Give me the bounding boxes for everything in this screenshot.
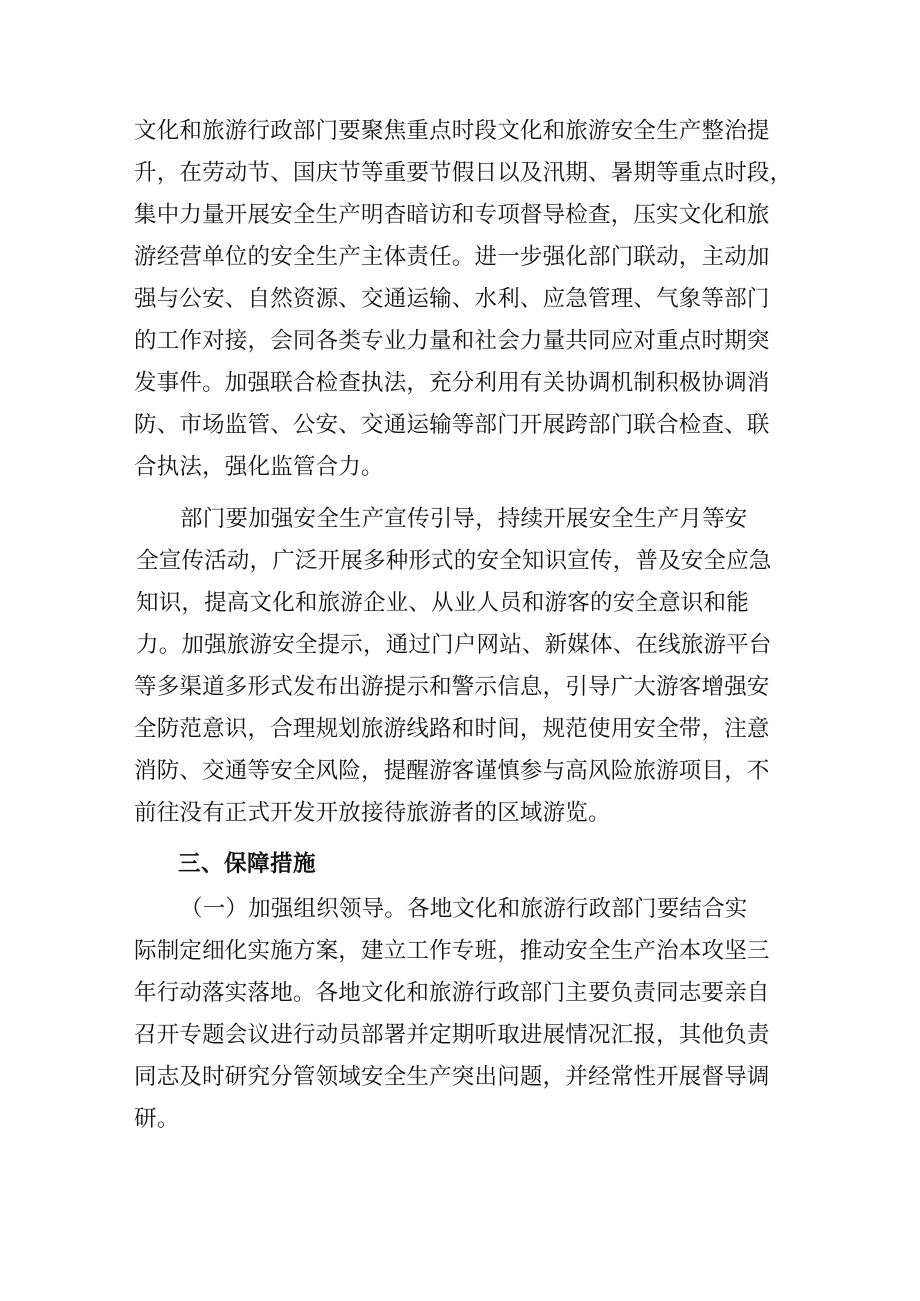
text-line: 升，在劳动节、国庆节等重要节假日以及汛期、暑期等重点时段，: [134, 160, 793, 186]
text-line: 强与公安、自然资源、交通运输、水利、应急管理、气象等部门: [134, 286, 770, 312]
text-line: 际制定细化实施方案，建立工作专班，推动安全生产治本攻坚三: [134, 938, 770, 964]
text-line: 发事件。加强联合检查执法，充分利用有关协调机制积极协调消: [134, 370, 770, 396]
text-line: 年行动落实落地。各地文化和旅游行政部门主要负责同志要亲自: [134, 980, 770, 1006]
section-heading: 三、保障措施: [178, 851, 317, 877]
text-line: 文化和旅游行政部门要聚焦重点时段文化和旅游安全生产整治提: [134, 118, 770, 144]
text-line: 集中力量开展安全生产明杳暗访和专项督导检查，压实文化和旅: [134, 202, 770, 228]
text-line: 力。加强旅游安全提示，通过门户网站、新媒体、在线旅游平台: [136, 632, 772, 658]
text-line: 知识，提高文化和旅游企业、从业人员和游客的安全意识和能: [136, 590, 749, 616]
text-line: 合执法，强化监管合力。: [134, 454, 384, 480]
text-line: 等多渠道多形式发布出游提示和警示信息，引导广大游客增强安: [134, 674, 770, 700]
text-line: 部门要加强安全生产宣传引导，持续开展安全生产月等安: [180, 506, 748, 532]
text-line: 前往没有正式开发开放接待旅游者的区域游览。: [134, 800, 611, 826]
text-line: 的工作对接，会同各类专业力量和社会力量共同应对重点时期突: [134, 328, 770, 354]
text-line: 全防范意识，合理规划旅游线路和时间，规范使用安全带，注意: [134, 716, 770, 742]
text-line: 研。: [134, 1106, 180, 1132]
text-line: 同志及时研究分管领域安全生产突出问题，并经常性开展督导调: [134, 1064, 770, 1090]
text-line: （一）加强组织领导。各地文化和旅游行政部门要结合实: [180, 896, 748, 922]
text-line: 游经营单位的安全生产主体责任。进一步强化部门联动，主动加: [134, 244, 770, 270]
text-line: 召开专题会议进行动员部署并定期听取进展情况汇报，其他负责: [134, 1022, 770, 1048]
text-line: 消防、交通等安全风险，提醒游客谨慎参与高风险旅游项目，不: [134, 758, 770, 784]
text-line: 全宣传活动，广泛开展多种形式的安全知识宣传，普及安全应急: [136, 548, 772, 574]
text-line: 防、市场监管、公安、交通运输等部门开展跨部门联合检查、联: [134, 412, 770, 438]
